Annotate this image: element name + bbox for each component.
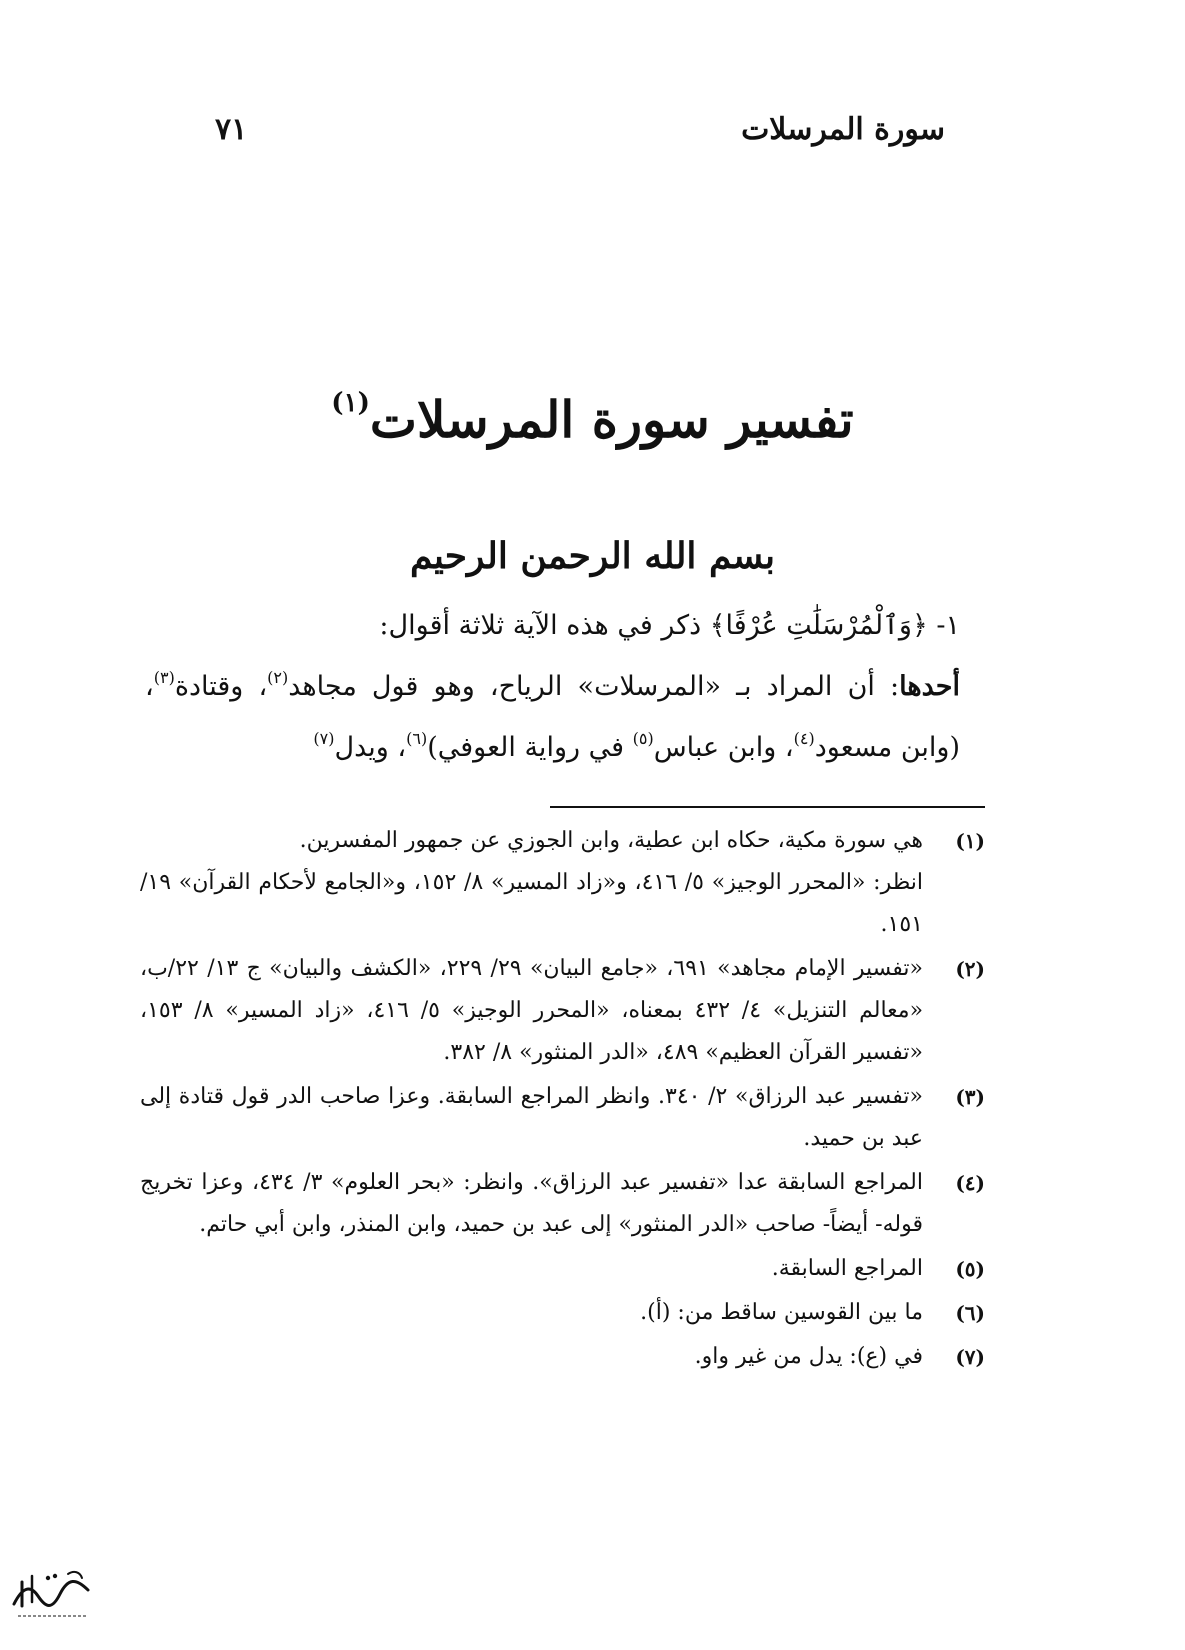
footnote-4 (140, 1162, 985, 1246)
footnote-number: (٢) (955, 957, 985, 981)
quran-verse: ﴿وَٱلْمُرْسَلَٰتِ عُرْفًا﴾ (709, 610, 928, 641)
footnote-7 (140, 1336, 985, 1378)
footnote-text: في (ع): يدل من غير واو. (694, 1344, 923, 1369)
paragraph-text: ، وابن عباس (653, 732, 794, 763)
paragraph-text: ، (وابن مسعود (145, 671, 960, 763)
chapter-title-text: تفسير سورة المرسلات (369, 390, 854, 449)
footnote-text: هي سورة مكية، حكاه ابن عطية، وابن الجوزي عن جمهور المفسرين. (299, 828, 923, 853)
main-body-text (145, 600, 960, 774)
footnote-ref[interactable]: (٣) (153, 668, 175, 687)
running-head-surah-name: سورة المرسلات (741, 112, 945, 147)
footnotes-section (140, 820, 985, 1380)
footnote-3 (140, 1076, 985, 1160)
paragraph-text: ذكر في هذه الآية ثلاثة أقوال: (379, 610, 710, 641)
footnote-text: المراجع السابقة عدا «تفسير عبد الرزاق». وانظر: «بحر العلوم» ٣/ ٤٣٤، وعزا تخريج قوله- أيضاً- صاحب «الدر المنثور» إلى عبد بن حميد، وابن المنذر، وابن أبي حاتم. (140, 1170, 923, 1237)
footnote-ref[interactable]: (٢) (267, 668, 289, 687)
footnote-text: «تفسير الإمام مجاهد» ٦٩١، «جامع البيان» ٢٩/ ٢٢٩، «الكشف والبيان» ج ١٣/ ٢٢/ب، «معالم التنزيل» ٤/ ٤٣٢ بمعناه، «المحرر الوجيز» ٥/ ٤١٦، «زاد المسير» ٨/ ١٥٣، «تفسير القرآن العظيم» ٤٨٩، «الدر المنثور» ٨/ ٣٨٢. (140, 956, 924, 1065)
footnote-2 (140, 948, 985, 1074)
footnote-text: ما بين القوسين ساقط من: (أ). (640, 1300, 923, 1325)
page-number: ٧١ (215, 112, 248, 147)
paragraph-verse-intro (145, 600, 960, 652)
verse-number: ١- (927, 610, 960, 641)
basmala: بسم الله الرحمن الرحيم (409, 535, 776, 577)
paragraph-text: ، ويدل (334, 732, 407, 763)
footnote-number: (١) (955, 829, 985, 853)
paragraph-lead: أحدها (899, 671, 960, 702)
footnote-ref[interactable]: (٤) (793, 729, 815, 748)
paragraph-text: ، وقتادة (174, 671, 268, 702)
footnote-number: (٣) (955, 1085, 985, 1109)
footnote-number: (٤) (955, 1171, 985, 1195)
publisher-logo (8, 1560, 96, 1628)
page-header (215, 112, 945, 162)
footnote-separator (550, 806, 985, 808)
paragraph-text: في رواية العوفي) (427, 732, 633, 763)
paragraph-first-opinion (145, 652, 960, 774)
footnote-number: (٧) (955, 1345, 985, 1369)
footnote-1 (140, 820, 985, 946)
footnote-ref[interactable]: (٥) (632, 729, 654, 748)
footnote-number: (٦) (955, 1301, 985, 1325)
footnote-5 (140, 1248, 985, 1290)
footnote-text: انظر: «المحرر الوجيز» ٥/ ٤١٦، و«زاد المسير» ٨/ ١٥٢، و«الجامع لأحكام القرآن» ١٩/ ١٥١. (140, 870, 923, 937)
chapter-title-footnote-ref[interactable]: (١) (331, 388, 370, 418)
footnote-number: (٥) (955, 1257, 985, 1281)
footnote-ref[interactable]: (٦) (406, 729, 428, 748)
footnote-6 (140, 1292, 985, 1334)
footnote-ref[interactable]: (٧) (313, 729, 335, 748)
paragraph-text: : أن المراد بـ «المرسلات» الرياح، وهو قول مجاهد (288, 671, 900, 702)
footnote-text: المراجع السابقة. (771, 1256, 923, 1281)
chapter-title (0, 388, 1185, 449)
footnote-text: «تفسير عبد الرزاق» ٢/ ٣٤٠. وانظر المراجع السابقة. وعزا صاحب الدر قول قتادة إلى عبد بن حميد. (140, 1084, 923, 1151)
